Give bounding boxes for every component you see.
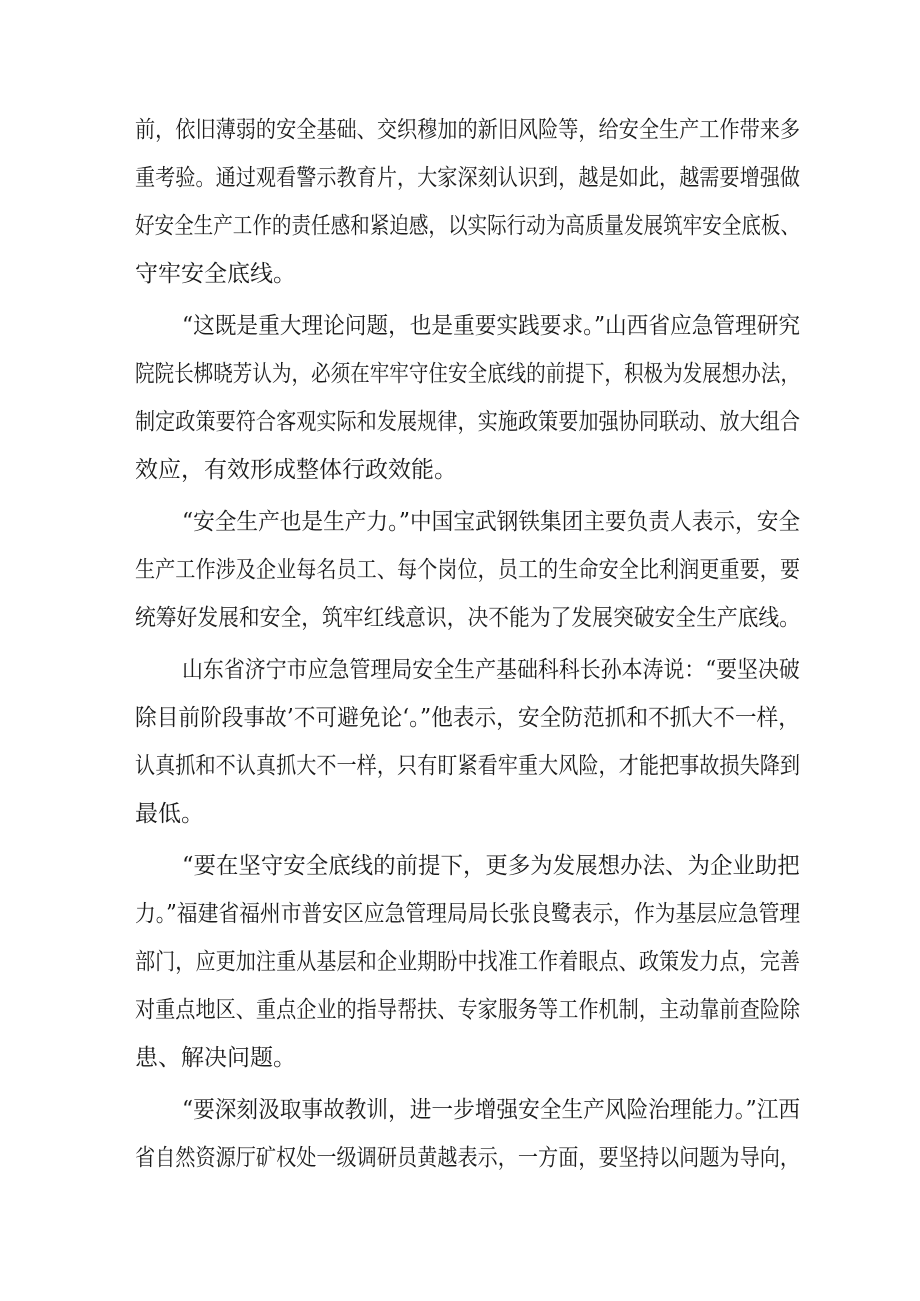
text-line: 效应，有效形成整体行政效能。: [135, 457, 457, 483]
text-line: 前，依旧薄弱的安全基础、交织穆加的新旧风险等，给安全生产工作带来多: [135, 117, 801, 143]
text-line: 好安全生产工作的责任感和紧迫感，以实际行动为高质量发展筑牢安全底板、: [135, 213, 801, 239]
text-line: 院院长梆晓芳认为，必须在牢牢守住安全底线的前提下，积极为发展想办法，: [135, 361, 801, 387]
text-line: 统筹好发展和安全，筑牢红线意识，决不能为了发展突破安全生产底线。: [135, 605, 800, 631]
text-line: “要在坚守安全底线的前提下，更多为发展想办法、为企业助把: [182, 853, 800, 879]
text-line: 力。”福建省福州市普安区应急管理局局长张良鹭表示，作为基层应急管理: [135, 901, 801, 927]
text-line: 省自然资源厅矿权处一级调研员黄越表示，一方面，要坚持以问题为导向，: [135, 1145, 801, 1171]
text-line: 患、解决问题。: [135, 1045, 296, 1071]
text-line: 部门，应更加注重从基层和企业期盼中找准工作着眼点、政策发力点，完善: [135, 949, 801, 975]
text-line: “这既是重大理论问题，也是重要实践要求。”山西省应急管理研究: [182, 313, 801, 339]
text-line: 生产工作涉及企业每名员工、每个岗位，员工的生命安全比利润更重要，要: [135, 557, 801, 583]
text-line: 重考验。通过观看警示教育片，大家深刻认识到，越是如此，越需要增强做: [135, 165, 801, 191]
text-line: 认真抓和不认真抓大不一样，只有盯紧看牢重大风险，才能把事故损失降到: [135, 753, 801, 779]
text-line: 对重点地区、重点企业的指导帮扶、专家服务等工作机制，主动靠前查险除: [135, 997, 801, 1023]
text-line: “安全生产也是生产力。”中国宝武钢铁集团主要负责人表示，安全: [182, 509, 801, 535]
text-line: 除目前阶段事故’不可避免论‘。”他表示，安全防范抓和不抓大不一样，: [135, 705, 800, 731]
text-line: 守牢安全底线。: [135, 261, 296, 287]
text-line: 山东省济宁市应急管理局安全生产基础科科长孙本涛说：“要坚决破: [182, 657, 800, 683]
text-line: “要深刻汲取事故教训，进一步增强安全生产风险治理能力。”江西: [182, 1097, 801, 1123]
text-line: 最低。: [135, 801, 204, 827]
text-line: 制定政策要符合客观实际和发展规律，实施政策要加强协同联动、放大组合: [135, 409, 801, 435]
